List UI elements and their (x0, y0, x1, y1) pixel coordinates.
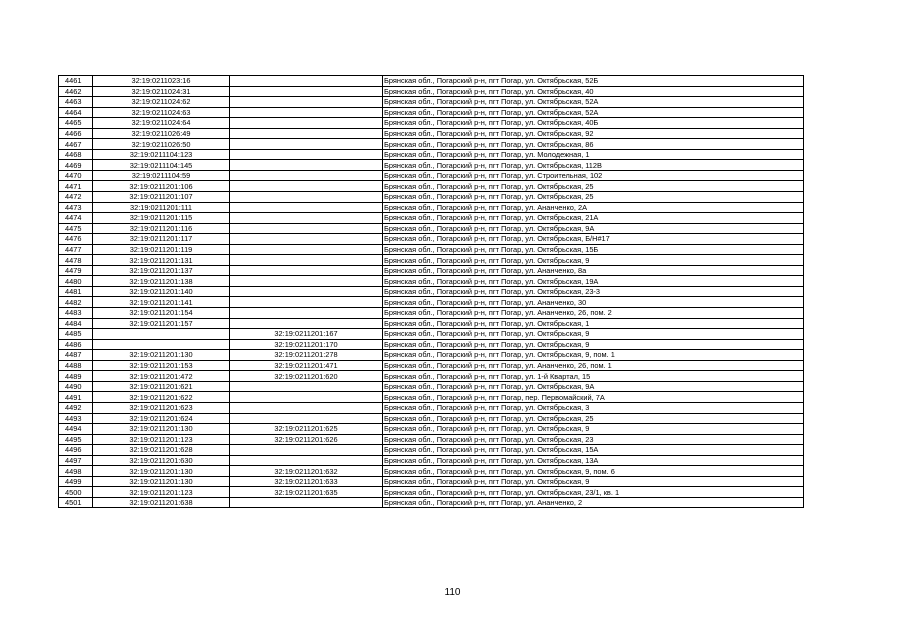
table-row (59, 223, 804, 234)
row-number-cell: 4485 (59, 329, 93, 340)
parent-cadastral-number-cell: 32:19:0211201:620 (230, 371, 383, 382)
row-number-cell: 4481 (59, 286, 93, 297)
row-number-cell: 4462 (59, 86, 93, 97)
cadastral-number-cell: 32:19:0211201:130 (93, 476, 230, 487)
table-row (59, 265, 804, 276)
cadastral-number-cell: 32:19:0211201:115 (93, 213, 230, 224)
address-cell: Брянская обл., Погарский р-н, пгт Погар, ул. Октябрьская, 92 (383, 128, 804, 139)
table-row (59, 487, 804, 498)
address-cell: Брянская обл., Погарский р-н, пгт Погар, ул. Октябрьская, 25 (383, 192, 804, 203)
address-cell: Брянская обл., Погарский р-н, пгт Погар, ул. 1-й Квартал, 15 (383, 371, 804, 382)
row-number-cell: 4498 (59, 466, 93, 477)
parent-cadastral-number-cell: 32:19:0211201:167 (230, 329, 383, 340)
table-row (59, 297, 804, 308)
page-number: 110 (444, 587, 461, 598)
parent-cadastral-number-cell (230, 192, 383, 203)
parent-cadastral-number-cell (230, 160, 383, 171)
table-row (59, 308, 804, 319)
address-cell: Брянская обл., Погарский р-н, пгт Погар, ул. Октябрьская, 112В (383, 160, 804, 171)
row-number-cell: 4473 (59, 202, 93, 213)
row-number-cell: 4463 (59, 97, 93, 108)
row-number-cell: 4461 (59, 76, 93, 87)
row-number-cell: 4475 (59, 223, 93, 234)
address-cell: Брянская обл., Погарский р-н, пгт Погар, ул. Октябрьская, 9, пом. 1 (383, 350, 804, 361)
table-row (59, 371, 804, 382)
row-number-cell: 4494 (59, 424, 93, 435)
table-row (59, 392, 804, 403)
address-cell: Брянская обл., Погарский р-н, пгт Погар, ул. Октябрьская, 9, пом. 6 (383, 466, 804, 477)
table-row (59, 318, 804, 329)
address-cell: Брянская обл., Погарский р-н, пгт Погар, ул. Октябрьская, 9 (383, 339, 804, 350)
row-number-cell: 4483 (59, 308, 93, 319)
cadastral-number-cell: 32:19:0211024:63 (93, 107, 230, 118)
row-number-cell: 4480 (59, 276, 93, 287)
address-cell: Брянская обл., Погарский р-н, пгт Погар, ул. Октябрьская, 52А (383, 107, 804, 118)
cadastral-number-cell: 32:19:0211201:472 (93, 371, 230, 382)
address-cell: Брянская обл., Погарский р-н, пгт Погар, ул. Октябрьская, 3 (383, 402, 804, 413)
row-number-cell: 4490 (59, 381, 93, 392)
table-row (59, 149, 804, 160)
cadastral-number-cell: 32:19:0211026:50 (93, 139, 230, 150)
parent-cadastral-number-cell: 32:19:0211201:632 (230, 466, 383, 477)
registry-table-body (59, 76, 804, 508)
address-cell: Брянская обл., Погарский р-н, пгт Погар, ул. Октябрьская, 23-3 (383, 286, 804, 297)
cadastral-number-cell: 32:19:0211201:628 (93, 445, 230, 456)
row-number-cell: 4464 (59, 107, 93, 118)
address-cell: Брянская обл., Погарский р-н, пгт Погар, ул. Ананченко, 26, пом. 2 (383, 308, 804, 319)
cadastral-number-cell: 32:19:0211104:59 (93, 170, 230, 181)
row-number-cell: 4492 (59, 402, 93, 413)
cadastral-number-cell: 32:19:0211201:117 (93, 234, 230, 245)
row-number-cell: 4468 (59, 149, 93, 160)
address-cell: Брянская обл., Погарский р-н, пгт Погар, ул. Октябрьская, 15Б (383, 244, 804, 255)
parent-cadastral-number-cell (230, 402, 383, 413)
table-row (59, 160, 804, 171)
address-cell: Брянская обл., Погарский р-н, пгт Погар, ул. Строительная, 102 (383, 170, 804, 181)
parent-cadastral-number-cell (230, 318, 383, 329)
table-row (59, 244, 804, 255)
address-cell: Брянская обл., Погарский р-н, пгт Погар, ул. Октябрьская, 52Б (383, 76, 804, 87)
row-number-cell: 4482 (59, 297, 93, 308)
parent-cadastral-number-cell (230, 392, 383, 403)
parent-cadastral-number-cell (230, 244, 383, 255)
parent-cadastral-number-cell (230, 381, 383, 392)
address-cell: Брянская обл., Погарский р-н, пгт Погар, ул. Октябрьская, 25 (383, 413, 804, 424)
row-number-cell: 4471 (59, 181, 93, 192)
parent-cadastral-number-cell (230, 202, 383, 213)
cadastral-number-cell: 32:19:0211201:131 (93, 255, 230, 266)
parent-cadastral-number-cell (230, 223, 383, 234)
table-row (59, 255, 804, 266)
cadastral-number-cell: 32:19:0211201:130 (93, 350, 230, 361)
cadastral-number-cell: 32:19:0211201:624 (93, 413, 230, 424)
cadastral-number-cell: 32:19:0211201:137 (93, 265, 230, 276)
parent-cadastral-number-cell (230, 118, 383, 129)
row-number-cell: 4469 (59, 160, 93, 171)
parent-cadastral-number-cell (230, 297, 383, 308)
address-cell: Брянская обл., Погарский р-н, пгт Погар, ул. Ананченко, 2А (383, 202, 804, 213)
cadastral-number-cell (93, 339, 230, 350)
parent-cadastral-number-cell (230, 128, 383, 139)
address-cell: Брянская обл., Погарский р-н, пгт Погар, ул. Октябрьская, 13А (383, 455, 804, 466)
parent-cadastral-number-cell (230, 265, 383, 276)
table-row (59, 360, 804, 371)
cadastral-number-cell: 32:19:0211104:123 (93, 149, 230, 160)
row-number-cell: 4500 (59, 487, 93, 498)
table-row (59, 192, 804, 203)
cadastral-number-cell: 32:19:0211201:123 (93, 434, 230, 445)
table-row (59, 76, 804, 87)
row-number-cell: 4479 (59, 265, 93, 276)
table-row (59, 202, 804, 213)
parent-cadastral-number-cell: 32:19:0211201:170 (230, 339, 383, 350)
cadastral-number-cell: 32:19:0211201:153 (93, 360, 230, 371)
cadastral-number-cell: 32:19:0211201:111 (93, 202, 230, 213)
parent-cadastral-number-cell: 32:19:0211201:471 (230, 360, 383, 371)
address-cell: Брянская обл., Погарский р-н, пгт Погар, ул. Октябрьская, 9А (383, 223, 804, 234)
address-cell: Брянская обл., Погарский р-н, пгт Погар, ул. Октябрьская, 9 (383, 424, 804, 435)
parent-cadastral-number-cell (230, 234, 383, 245)
table-row (59, 286, 804, 297)
row-number-cell: 4491 (59, 392, 93, 403)
table-row (59, 350, 804, 361)
cadastral-number-cell: 32:19:0211201:140 (93, 286, 230, 297)
parent-cadastral-number-cell (230, 497, 383, 508)
cadastral-number-cell (93, 329, 230, 340)
cadastral-number-cell: 32:19:0211201:157 (93, 318, 230, 329)
parent-cadastral-number-cell (230, 149, 383, 160)
address-cell: Брянская обл., Погарский р-н, пгт Погар, ул. Октябрьская, 23 (383, 434, 804, 445)
address-cell: Брянская обл., Погарский р-н, пгт Погар, ул. Октябрьская, 40Б (383, 118, 804, 129)
table-row (59, 476, 804, 487)
row-number-cell: 4496 (59, 445, 93, 456)
row-number-cell: 4474 (59, 213, 93, 224)
table-row (59, 139, 804, 150)
cadastral-number-cell: 32:19:0211201:138 (93, 276, 230, 287)
cadastral-number-cell: 32:19:0211023:16 (93, 76, 230, 87)
address-cell: Брянская обл., Погарский р-н, пгт Погар, ул. Октябрьская, 40 (383, 86, 804, 97)
cadastral-number-cell: 32:19:0211201:621 (93, 381, 230, 392)
row-number-cell: 4477 (59, 244, 93, 255)
row-number-cell: 4470 (59, 170, 93, 181)
cadastral-number-cell: 32:19:0211201:119 (93, 244, 230, 255)
row-number-cell: 4487 (59, 350, 93, 361)
parent-cadastral-number-cell (230, 170, 383, 181)
table-row (59, 434, 804, 445)
address-cell: Брянская обл., Погарский р-н, пгт Погар, ул. Октябрьская, 19А (383, 276, 804, 287)
address-cell: Брянская обл., Погарский р-н, пгт Погар, ул. Октябрьская, 9 (383, 255, 804, 266)
address-cell: Брянская обл., Погарский р-н, пгт Погар, ул. Октябрьская, 9 (383, 329, 804, 340)
address-cell: Брянская обл., Погарский р-н, пгт Погар, ул. Октябрьская, 52А (383, 97, 804, 108)
address-cell: Брянская обл., Погарский р-н, пгт Погар, ул. Октябрьская, 21А (383, 213, 804, 224)
cadastral-number-cell: 32:19:0211201:107 (93, 192, 230, 203)
parent-cadastral-number-cell: 32:19:0211201:278 (230, 350, 383, 361)
parent-cadastral-number-cell: 32:19:0211201:625 (230, 424, 383, 435)
row-number-cell: 4497 (59, 455, 93, 466)
table-row (59, 118, 804, 129)
address-cell: Брянская обл., Погарский р-н, пгт Погар, ул. Молодежная, 1 (383, 149, 804, 160)
address-cell: Брянская обл., Погарский р-н, пгт Погар, ул. Октябрьская, 1 (383, 318, 804, 329)
table-row (59, 339, 804, 350)
parent-cadastral-number-cell (230, 139, 383, 150)
parent-cadastral-number-cell (230, 213, 383, 224)
row-number-cell: 4472 (59, 192, 93, 203)
table-row (59, 424, 804, 435)
parent-cadastral-number-cell (230, 308, 383, 319)
cadastral-number-cell: 32:19:0211201:141 (93, 297, 230, 308)
cadastral-number-cell: 32:19:0211201:622 (93, 392, 230, 403)
address-cell: Брянская обл., Погарский р-н, пгт Погар, ул. Ананченко, 2 (383, 497, 804, 508)
parent-cadastral-number-cell: 32:19:0211201:633 (230, 476, 383, 487)
table-row (59, 170, 804, 181)
table-row (59, 128, 804, 139)
cadastral-number-cell: 32:19:0211024:64 (93, 118, 230, 129)
address-cell: Брянская обл., Погарский р-н, пгт Погар, ул. Октябрьская, 9А (383, 381, 804, 392)
parent-cadastral-number-cell: 32:19:0211201:635 (230, 487, 383, 498)
address-cell: Брянская обл., Погарский р-н, пгт Погар, ул. Ананченко, 8а (383, 265, 804, 276)
parent-cadastral-number-cell (230, 97, 383, 108)
parent-cadastral-number-cell (230, 86, 383, 97)
cadastral-number-cell: 32:19:0211201:123 (93, 487, 230, 498)
row-number-cell: 4501 (59, 497, 93, 508)
cadastral-number-cell: 32:19:0211201:154 (93, 308, 230, 319)
row-number-cell: 4466 (59, 128, 93, 139)
parent-cadastral-number-cell (230, 255, 383, 266)
cadastral-number-cell: 32:19:0211201:630 (93, 455, 230, 466)
parent-cadastral-number-cell (230, 455, 383, 466)
table-row (59, 455, 804, 466)
parent-cadastral-number-cell (230, 286, 383, 297)
row-number-cell: 4493 (59, 413, 93, 424)
parent-cadastral-number-cell (230, 413, 383, 424)
row-number-cell: 4484 (59, 318, 93, 329)
address-cell: Брянская обл., Погарский р-н, пгт Погар, ул. Октябрьская, 15А (383, 445, 804, 456)
parent-cadastral-number-cell (230, 445, 383, 456)
row-number-cell: 4478 (59, 255, 93, 266)
parent-cadastral-number-cell (230, 276, 383, 287)
cadastral-number-cell: 32:19:0211201:130 (93, 466, 230, 477)
row-number-cell: 4467 (59, 139, 93, 150)
table-row (59, 445, 804, 456)
cadastral-number-cell: 32:19:0211104:145 (93, 160, 230, 171)
row-number-cell: 4488 (59, 360, 93, 371)
table-row (59, 86, 804, 97)
address-cell: Брянская обл., Погарский р-н, пгт Погар, ул. Октябрьская, 9 (383, 476, 804, 487)
cadastral-number-cell: 32:19:0211024:62 (93, 97, 230, 108)
row-number-cell: 4476 (59, 234, 93, 245)
parent-cadastral-number-cell (230, 181, 383, 192)
address-cell: Брянская обл., Погарский р-н, пгт Погар, ул. Октябрьская, 25 (383, 181, 804, 192)
parent-cadastral-number-cell (230, 107, 383, 118)
table-row (59, 97, 804, 108)
cadastral-number-cell: 32:19:0211024:31 (93, 86, 230, 97)
table-row (59, 213, 804, 224)
parent-cadastral-number-cell: 32:19:0211201:626 (230, 434, 383, 445)
address-cell: Брянская обл., Погарский р-н, пгт Погар, ул. Октябрьская, 86 (383, 139, 804, 150)
registry-table (58, 75, 804, 508)
address-cell: Брянская обл., Погарский р-н, пгт Погар, пер. Первомайский, 7А (383, 392, 804, 403)
row-number-cell: 4489 (59, 371, 93, 382)
table-row (59, 402, 804, 413)
row-number-cell: 4465 (59, 118, 93, 129)
table-row (59, 234, 804, 245)
row-number-cell: 4499 (59, 476, 93, 487)
address-cell: Брянская обл., Погарский р-н, пгт Погар, ул. Октябрьская, 23/1, кв. 1 (383, 487, 804, 498)
address-cell: Брянская обл., Погарский р-н, пгт Погар, ул. Ананченко, 26, пом. 1 (383, 360, 804, 371)
table-row (59, 497, 804, 508)
table-row (59, 381, 804, 392)
row-number-cell: 4486 (59, 339, 93, 350)
cadastral-number-cell: 32:19:0211201:130 (93, 424, 230, 435)
address-cell: Брянская обл., Погарский р-н, пгт Погар, ул. Октябрьская, Б/Н#17 (383, 234, 804, 245)
row-number-cell: 4495 (59, 434, 93, 445)
cadastral-number-cell: 32:19:0211026:49 (93, 128, 230, 139)
table-row (59, 181, 804, 192)
table-row (59, 466, 804, 477)
parent-cadastral-number-cell (230, 76, 383, 87)
cadastral-number-cell: 32:19:0211201:106 (93, 181, 230, 192)
table-row (59, 107, 804, 118)
table-row (59, 329, 804, 340)
table-row (59, 276, 804, 287)
cadastral-number-cell: 32:19:0211201:623 (93, 402, 230, 413)
cadastral-number-cell: 32:19:0211201:116 (93, 223, 230, 234)
cadastral-number-cell: 32:19:0211201:638 (93, 497, 230, 508)
address-cell: Брянская обл., Погарский р-н, пгт Погар, ул. Ананченко, 30 (383, 297, 804, 308)
table-row (59, 413, 804, 424)
